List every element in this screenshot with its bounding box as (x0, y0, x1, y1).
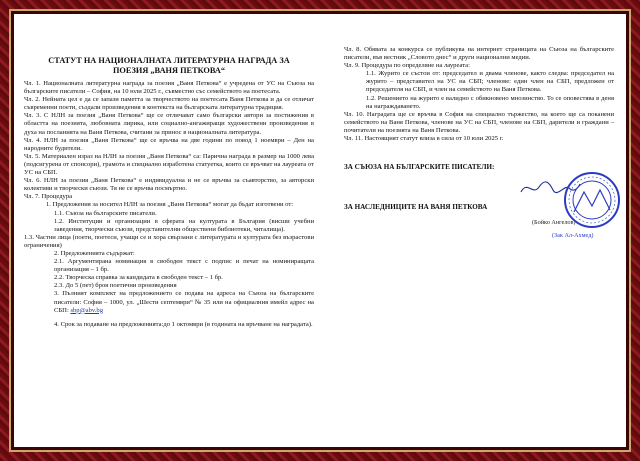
email-link[interactable]: sbp@abv.bg (70, 306, 104, 314)
heirs-signatory-name: (Зак Ал-Ахмед) (552, 232, 594, 239)
article-7-item-4: 4. Срок за подаване на предложенията:до 1 октомври (в годината на връчване на наградата). (54, 320, 313, 328)
article-9-item-1-2: 1.2. Решението на журито е валидно с обикновено мнозинство. То се оповестява в деня на награждаването. (366, 94, 614, 110)
article-9: Чл. 9. Процедура по определяне на лауреата: (344, 62, 470, 70)
article-6: Чл. 6. НЛН за поезия „Ваня Петкова“ е индивидуална и не се връчва за съавторство, за авторски колективи и творчески съюзи. Тя не се връчва посмъртно. (24, 177, 314, 193)
article-7-item-3 (24, 290, 314, 314)
official-stamp-icon (562, 170, 622, 230)
article-4: Чл. 4. НЛН за поезия „Ваня Петкова“ ще се връчва на две години по повод 1 ноември – Ден на народните будители. (24, 136, 314, 152)
union-signature-label: ЗА СЪЮЗА НА БЪЛГАРСКИТЕ ПИСАТЕЛИ: (344, 163, 495, 172)
title-line-2: ПОЕЗИЯ „ВАНЯ ПЕТКОВА“ (112, 66, 226, 75)
article-2: Чл. 2. Нейната цел е да се запази паметта за творчеството на поетесата Ваня Петкова и да се отличат съвременни поети, създали произведения в контекста на българската литературна традиция. (24, 96, 314, 112)
article-7-item-3-text: 3. Пълният комплект на предложението се подава на адреса на Съюза на българските писатели: София – 1000, ул. „Шести септември“ № 35 или на официалния имейл адрес на СБП: (54, 290, 314, 314)
title-line-1: СТАТУТ НА НАЦИОНАЛНАТА ЛИТЕРАТУРНА НАГРАДА ЗА (48, 56, 290, 65)
article-10: Чл. 10. Наградата ще се връчва в София на специално тържество, на което ще са поканени семейството на Ваня Петкова, членове на УС на СБП, членове на СБП, дарители и граждани – почитатели на поезията на Ваня Петкова. (344, 110, 614, 134)
article-7: Чл. 7. Процедура (24, 193, 73, 201)
article-7-item-1-3: 1.3. Частни лица (поети, поетеси, учащи се и хора свързани с литературата и културата без възрастови ограничения) (24, 233, 314, 249)
article-3: Чл. 3. С НЛН за поезия „Ваня Петкова“ ще се отличават само български автори за постижения в областта на поезията, любовната лирика, или социално-ангажиращи художествени произведения в духа на посланията на Ваня Петкова, считани за принос в националната литература. (24, 112, 314, 136)
article-1: Чл. 1. Националната литературна награда за поезия „Ваня Петкова“ е учредена от УС на Съюза на българските писатели – София, на 10 юли 2025 г., съвместно със семейството на поетесата. (24, 80, 314, 96)
article-7-item-1-2: 1.2. Институции и организации в сферата на културата в България (висши учебни заведения, творчески съюзи, представителни обществени библиотеки, читалища). (54, 217, 314, 233)
article-7-item-1-1: 1.1. Съюза на българските писатели. (54, 209, 157, 217)
document-title (24, 56, 314, 76)
article-7-item-2: 2. Предложенията съдържат: (54, 249, 135, 257)
article-7-item-2-2: 2.2. Творческа справка за кандидата в свободен текст – 1 бр. (54, 274, 223, 282)
article-7-item-1: 1. Предложения за носител НЛН за поезия „Ваня Петкова“ могат да бъдат изготвени от: (46, 201, 294, 209)
article-8: Чл. 8. Обявата за конкурса се публикува на интернет страницата на Съюза на българските писатели, във вестник „Словото днес“ и други национални медии. (344, 46, 614, 62)
article-9-item-1-1: 1.1. Журито се състои от: председател и двама членове, както следва: председател на журито – представител на УС на СБП; членове: един член на СБП, предложен от председателя на СБП, и член на семейството на Ваня Петкова. (366, 70, 614, 94)
left-column (24, 14, 314, 329)
article-7-item-2-3: 2.3. До 5 (пет) броя поетични произведения (54, 282, 177, 290)
document-page (14, 14, 626, 447)
article-11: Чл. 11. Настоящият статут влиза в сила от 10 юли 2025 г. (344, 135, 504, 143)
article-7-item-2-1: 2.1. Аргументирана номинация в свободен текст с подпис и печат на номиниращата организация – 1 бр. (54, 258, 314, 274)
union-signatory-name: (Бойко Ангелов) (532, 219, 576, 226)
article-5: Чл. 5. Материален израз на НЛН за поезия „Ваня Петкова“ са: Парична награда в размер на 1000 лева (подсигурена от спонсори), грамота и специално изработена статуетка, които се връчват на лауреата от УС на СБП. (24, 152, 314, 177)
heirs-signature-label: ЗА НАСЛЕДНИЦИТЕ НА ВАНЯ ПЕТКОВА (344, 203, 488, 212)
